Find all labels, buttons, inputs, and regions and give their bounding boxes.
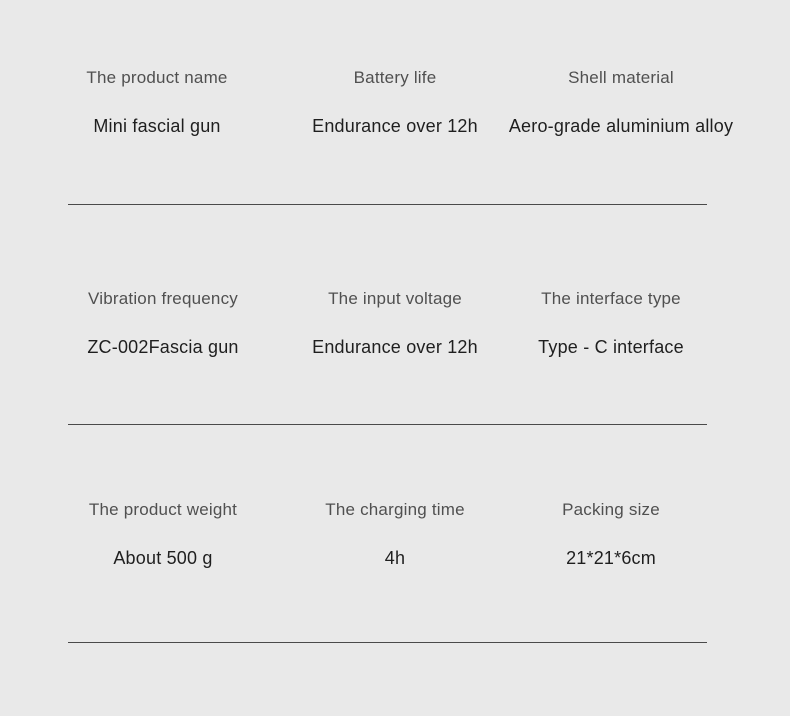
spec-value-product-name: Mini fascial gun: [93, 116, 221, 136]
spec-label-product-weight: The product weight: [88, 500, 238, 519]
spec-label-input-voltage: The input voltage: [328, 289, 462, 308]
spec-value-packing-size: 21*21*6cm: [566, 548, 656, 568]
spec-label-vibration-frequency: Vibration frequency: [88, 289, 238, 308]
divider-2: [68, 424, 707, 425]
spec-label-product-name: The product name: [86, 68, 228, 87]
spec-value-product-weight: About 500 g: [113, 548, 213, 568]
spec-value-vibration-frequency: ZC-002Fascia gun: [87, 337, 239, 357]
divider-1: [68, 204, 707, 205]
spec-value-battery-life: Endurance over 12h: [312, 116, 478, 136]
spec-label-interface-type: The interface type: [541, 289, 681, 308]
spec-value-shell-material: Aero-grade aluminium alloy: [508, 116, 734, 136]
spec-value-charging-time: 4h: [384, 548, 406, 568]
spec-value-input-voltage: Endurance over 12h: [312, 337, 478, 357]
spec-label-battery-life: Battery life: [353, 68, 437, 87]
spec-value-interface-type: Type - C interface: [538, 337, 684, 357]
spec-label-packing-size: Packing size: [562, 500, 660, 519]
spec-label-shell-material: Shell material: [568, 68, 674, 87]
spec-label-charging-time: The charging time: [325, 500, 465, 519]
divider-3: [68, 642, 707, 643]
